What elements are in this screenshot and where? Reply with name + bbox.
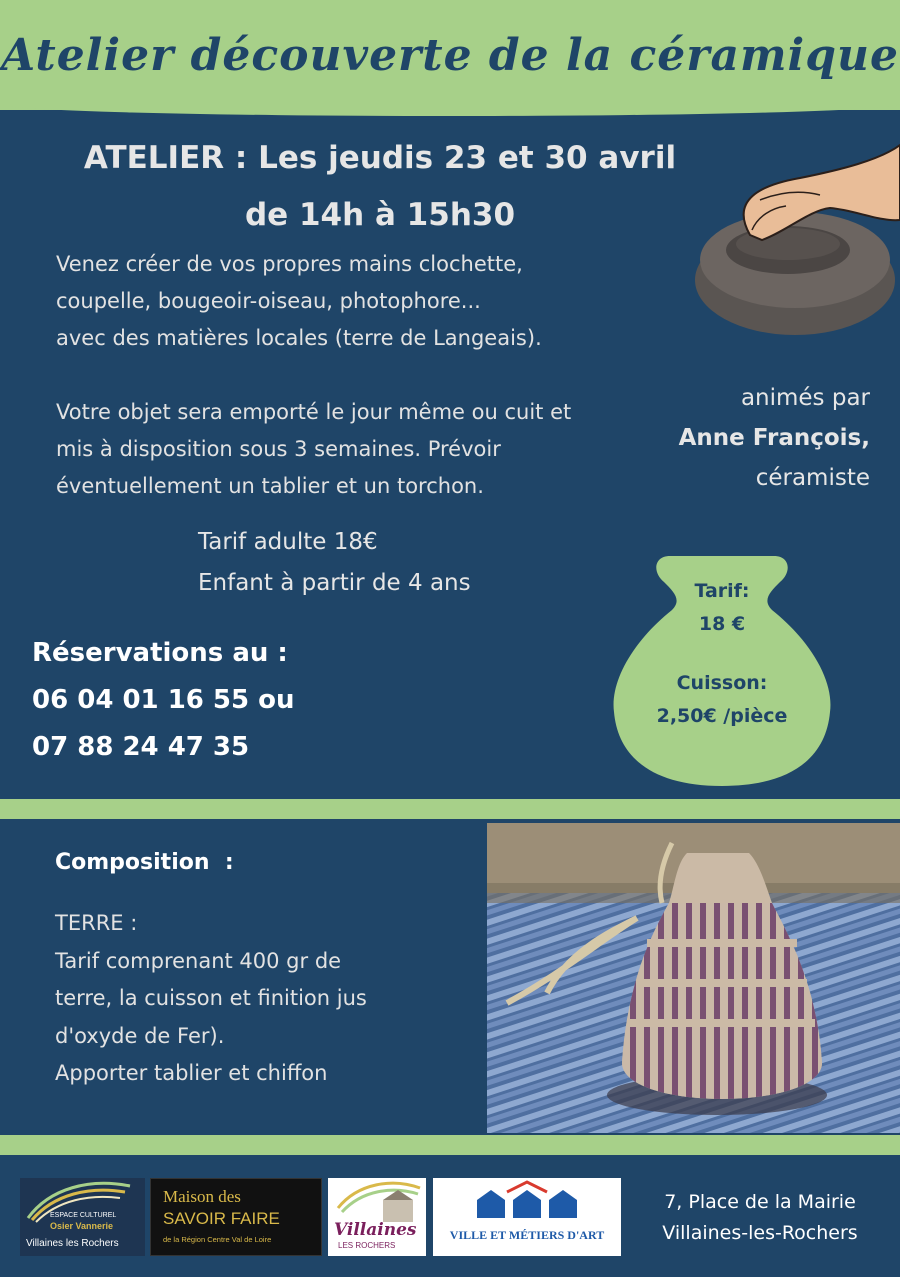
price-badge-text: Tarif: 18 € Cuisson: 2,50€ /pièce: [656, 580, 788, 727]
composition-title: Composition :: [55, 850, 234, 875]
details: Votre objet sera emporté le jour même ou cuit et mis à disposition sous 3 semaines. Prévoir éventuellement un tablier et un torchon.: [56, 400, 572, 498]
phone-2[interactable]: 07 88 24 47 35: [32, 732, 250, 762]
host-name: Anne François,: [678, 425, 870, 451]
logo-villaines: Villaines LES ROCHERS: [328, 1178, 426, 1256]
logo-maison-savoir-faire: Maison des SAVOIR FAIRE de la Région Centre Val de Loire: [150, 1178, 322, 1256]
separator-bottom: [0, 1135, 900, 1155]
vma-icon: [433, 1178, 621, 1256]
description: Venez créer de vos propres mains clochette, coupelle, bougeoir-oiseau, photophore... avec des matières locales (terre de Langeais).: [56, 252, 542, 350]
separator-top: [0, 799, 900, 819]
host-info: animés par Anne François, céramiste: [640, 378, 870, 498]
workshop-hours: de 14h à 15h30: [244, 197, 516, 233]
pricing: Tarif adulte 18€ Enfant à partir de 4 ans: [198, 529, 471, 596]
workshop-dates: ATELIER : Les jeudis 23 et 30 avril: [83, 140, 677, 176]
logo-ville-metiers-art: VILLE ET MÉTIERS D'ART: [433, 1178, 621, 1256]
phone-1[interactable]: 06 04 01 16 55 ou: [32, 685, 295, 715]
clay-bowl-illustration: [690, 140, 900, 345]
reservations: Réservations au : 06 04 01 16 55 ou 07 88 24 47 35: [32, 630, 295, 771]
page-title: Atelier découverte de la céramique: [1, 30, 899, 81]
address: 7, Place de la Mairie Villaines-les-Rochers: [662, 1191, 858, 1244]
logo-osier-vannerie: ESPACE CULTUREL Osier Vannerie Villaines les Rochers: [20, 1178, 145, 1256]
composition-body: TERRE : Tarif comprenant 400 gr de terre, la cuisson et finition jus d'oxyde de Fer). Apporter tablier et chiffon: [55, 911, 367, 1085]
ceramic-bell-photo: [487, 823, 900, 1133]
